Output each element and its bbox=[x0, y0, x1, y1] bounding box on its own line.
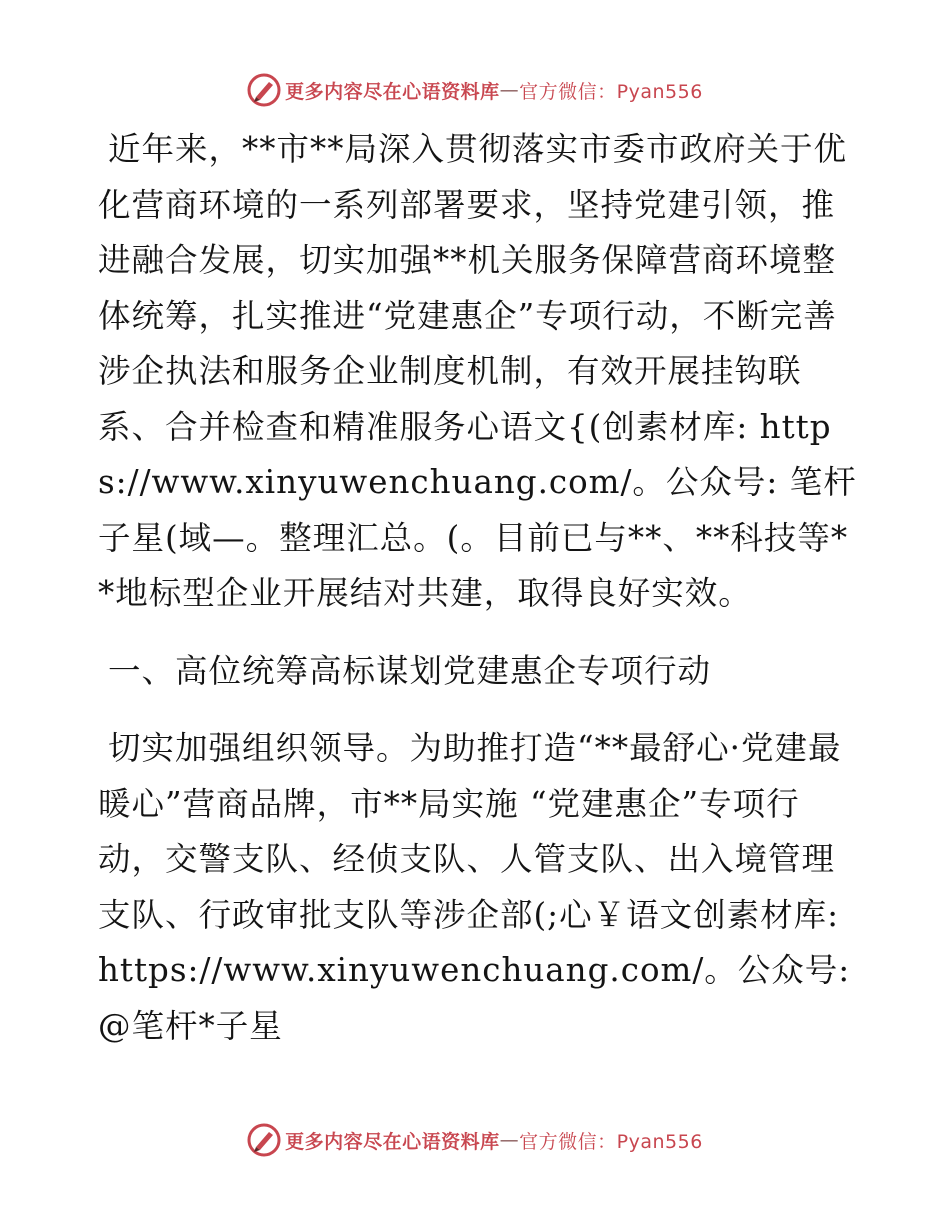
header-banner bbox=[0, 70, 950, 110]
pen-circle-logo-icon bbox=[247, 73, 281, 107]
banner-brand-text: 更多内容尽在心语资料库 bbox=[285, 1130, 500, 1153]
banner-contact-text: 官方微信：Pyan556 bbox=[519, 80, 703, 103]
banner-brand-text: 更多内容尽在心语资料库 bbox=[285, 80, 500, 103]
paragraph-organization: 切实加强组织领导。为助推打造“**最舒心·党建最暖心”营商品牌，市**局实施 “党建惠企”专项行动，交警支队、经侦支队、人管支队、出入境管理支队、行政审批支队等涉企部(;心￥语文创素材库: https://www.xinyuwenchuang.com/。公众号: @笔杆*子星 bbox=[98, 729, 851, 1045]
pen-circle-logo-icon bbox=[247, 1123, 281, 1157]
footer-banner bbox=[0, 1120, 950, 1160]
paragraph-intro: 近年来，**市**局深入贯彻落实市委市政府关于优化营商环境的一系列部署要求，坚持党建引领，推进融合发展，切实加强**机关服务保障营商环境整体统筹，扎实推进“党建惠企”专项行动，不断完善涉企执法和服务企业制度机制，有效开展挂钩联系、合并检查和精准服务心语文{(创素材库: https://www.xinyuwenchuang.com/。公众号: 笔杆子星(域—。整理汇总。(。目前已与**、**科技等**地标型企业开展结对共建，取得良好实效。 bbox=[98, 130, 857, 612]
banner-separator: — bbox=[499, 79, 520, 101]
document-body bbox=[98, 122, 858, 1054]
banner-contact-text: 官方微信：Pyan556 bbox=[519, 1130, 703, 1153]
section-heading: 一、高位统筹高标谋划党建惠企专项行动 bbox=[108, 651, 712, 690]
banner-separator: — bbox=[499, 1129, 520, 1151]
